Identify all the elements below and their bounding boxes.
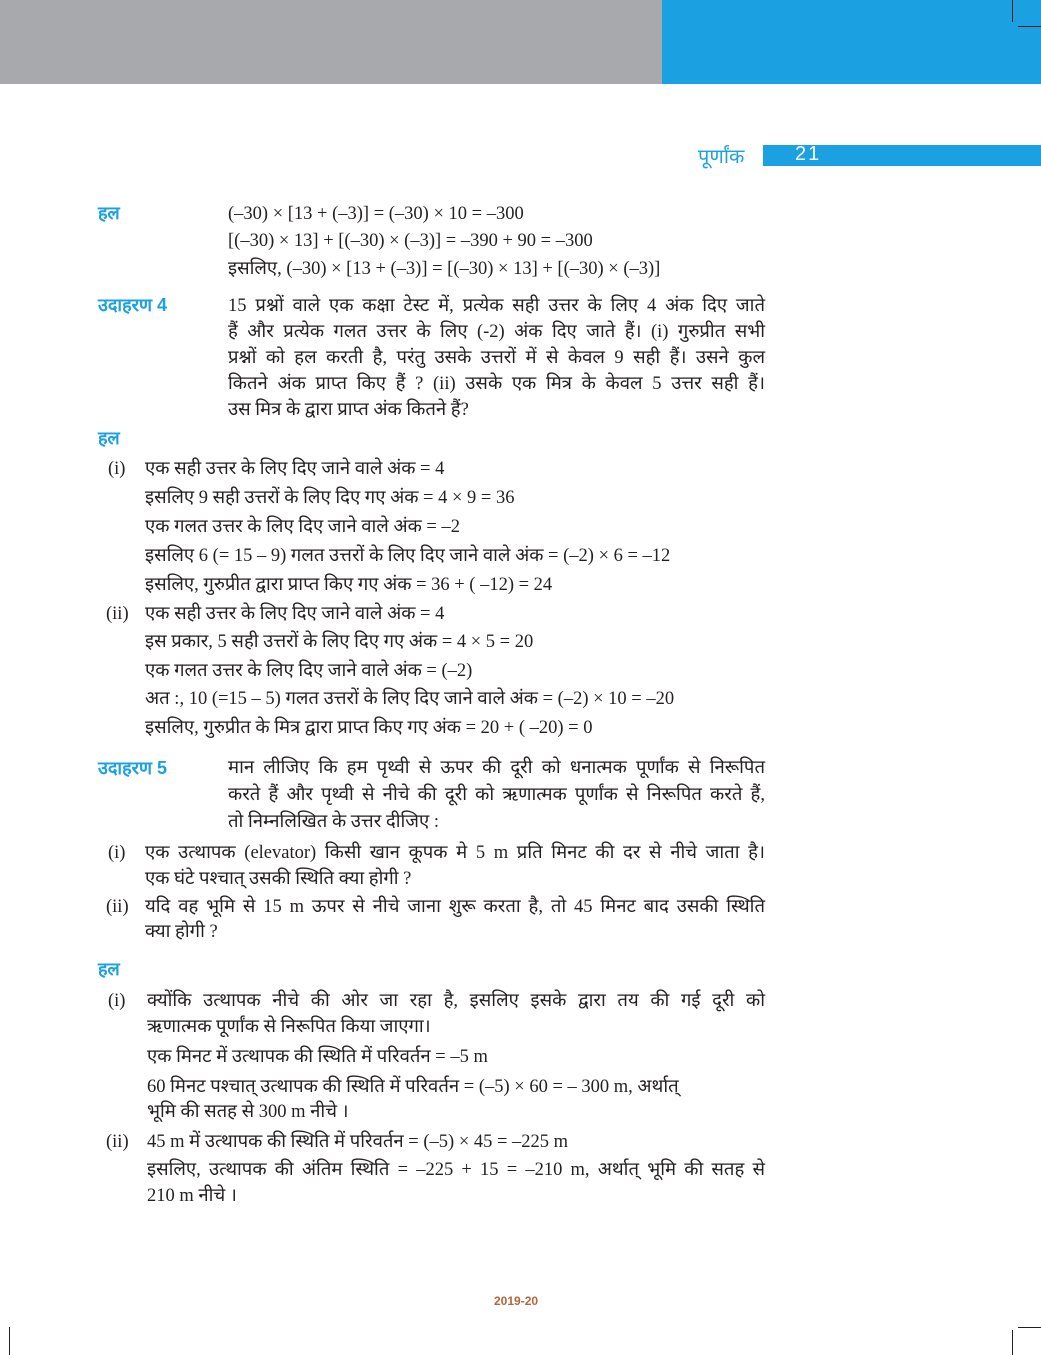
solution-line: ऋणात्मक पूर्णांक से निरूपित किया जाएगा।: [147, 1017, 431, 1037]
running-title: पूर्णांक: [698, 146, 745, 168]
crop-mark: [1012, 0, 1013, 22]
page-number: 21: [795, 143, 822, 165]
example-text-line: प्रश्नों को हल करती है, परंतु उसके उत्तरों में से केवल 9 सही हैं। उसने कुल: [228, 348, 765, 368]
question-line: यदि वह भूमि से 15 m ऊपर से नीचे जाना शुरू करता है, तो 45 मिनट बाद उसकी स्थिति: [145, 897, 765, 917]
header-gray-band: [0, 0, 662, 84]
solution-line: इसलिए, गुरुप्रीत द्वारा प्राप्त किए गए अंक = 36 + ( –12) = 24: [145, 575, 553, 595]
solution-line: 45 m में उत्थापक की स्थिति में परिवर्तन = (–5) × 45 = –225 m: [147, 1132, 569, 1152]
example-text-line: मान लीजिए कि हम पृथ्वी से ऊपर की दूरी को धनात्मक पूर्णांक से निरूपित: [228, 758, 765, 778]
part-marker: (i): [108, 991, 126, 1011]
question-line: एक उत्थापक (elevator) किसी खान कूपक मे 5 m प्रति मिनट की दर से नीचे जाता है।: [145, 843, 765, 863]
crop-mark: [1012, 1330, 1013, 1355]
solution-label: हल: [98, 428, 120, 448]
footer-year: 2019-20: [494, 1294, 539, 1308]
solution-line: इसलिए 9 सही उत्तरों के लिए दिए गए अंक = 4 × 9 = 36: [145, 488, 515, 508]
crop-mark: [1018, 1327, 1041, 1328]
example-text-line: करते हैं और पृथ्वी से नीचे की दूरी को ऋणात्मक पूर्णांक से निरूपित करते हैं,: [228, 785, 765, 805]
part-marker: (i): [108, 843, 126, 863]
example-text-line: 15 प्रश्नों वाले एक कक्षा टेस्ट में, प्रत्येक सही उत्तर के लिए 4 अंक दिए जाते: [228, 296, 765, 316]
part-marker: (ii): [106, 1132, 129, 1152]
solution-line: एक सही उत्तर के लिए दिए जाने वाले अंक = 4: [145, 604, 445, 624]
example-text-line: तो निम्नलिखित के उत्तर दीजिए :: [228, 812, 440, 832]
part-marker: (i): [108, 459, 126, 479]
example-5-label: उदाहरण 5: [98, 758, 168, 778]
solution-line: 60 मिनट पश्चात् उत्थापक की स्थिति में परिवर्तन = (–5) × 60 = – 300 m, अर्थात्: [147, 1077, 679, 1097]
solution-line: एक गलत उत्तर के लिए दिए जाने वाले अंक = (–2): [145, 661, 473, 681]
equation-line: [(–30) × 13] + [(–30) × (–3)] = –390 + 90 = –300: [228, 231, 593, 251]
solution-line: इसलिए 6 (= 15 – 9) गलत उत्तरों के लिए दिए जाने वाले अंक = (–2) × 6 = –12: [145, 546, 671, 566]
equation-line: इसलिए, (–30) × [13 + (–3)] = [(–30) × 13] + [(–30) × (–3)]: [228, 259, 661, 279]
part-marker: (ii): [106, 604, 129, 624]
solution-line: इस प्रकार, 5 सही उत्तरों के लिए दिए गए अंक = 4 × 5 = 20: [145, 632, 534, 652]
example-text-line: उस मित्र के द्वारा प्राप्त अंक कितने हैं?: [228, 400, 469, 420]
solution-line: इसलिए, उत्थापक की अंतिम स्थिति = –225 + 15 = –210 m, अर्थात् भूमि की सतह से: [147, 1160, 765, 1180]
solution-line: भूमि की सतह से 300 m नीचे ।: [147, 1102, 349, 1122]
solution-line: एक सही उत्तर के लिए दिए जाने वाले अंक = 4: [145, 459, 445, 479]
solution-label: हल: [98, 203, 120, 223]
solution-line: एक मिनट में उत्थापक की स्थिति में परिवर्तन = –5 m: [147, 1047, 488, 1067]
solution-line: 210 m नीचे ।: [147, 1186, 237, 1206]
solution-line: एक गलत उत्तर के लिए दिए जाने वाले अंक = –2: [145, 517, 460, 537]
example-text-line: हैं और प्रत्येक गलत उत्तर के लिए (-2) अंक दिए जाते हैं। (i) गुरुप्रीत सभी: [228, 322, 765, 342]
solution-label: हल: [98, 959, 120, 979]
crop-mark: [1018, 26, 1041, 27]
example-text-line: कितने अंक प्राप्त किए हैं ? (ii) उसके एक मित्र के केवल 5 उत्तर सही हैं।: [228, 374, 765, 394]
solution-line: अत :, 10 (=15 – 5) गलत उत्तरों के लिए दिए जाने वाले अंक = (–2) × 10 = –20: [145, 689, 675, 709]
header-blue-band: [662, 0, 1041, 84]
part-marker: (ii): [106, 897, 129, 917]
equation-line: (–30) × [13 + (–3)] = (–30) × 10 = –300: [228, 204, 524, 224]
solution-line: इसलिए, गुरुप्रीत के मित्र द्वारा प्राप्त किए गए अंक = 20 + ( –20) = 0: [145, 718, 593, 738]
question-line: क्या होगी ?: [145, 922, 218, 942]
example-4-label: उदाहरण 4: [98, 295, 168, 315]
crop-mark: [9, 1327, 10, 1355]
solution-line: क्योंकि उत्थापक नीचे की ओर जा रहा है, इसलिए इसके द्वारा तय की गई दूरी को: [147, 991, 765, 1011]
question-line: एक घंटे पश्चात् उसकी स्थिति क्या होगी ?: [145, 869, 412, 889]
